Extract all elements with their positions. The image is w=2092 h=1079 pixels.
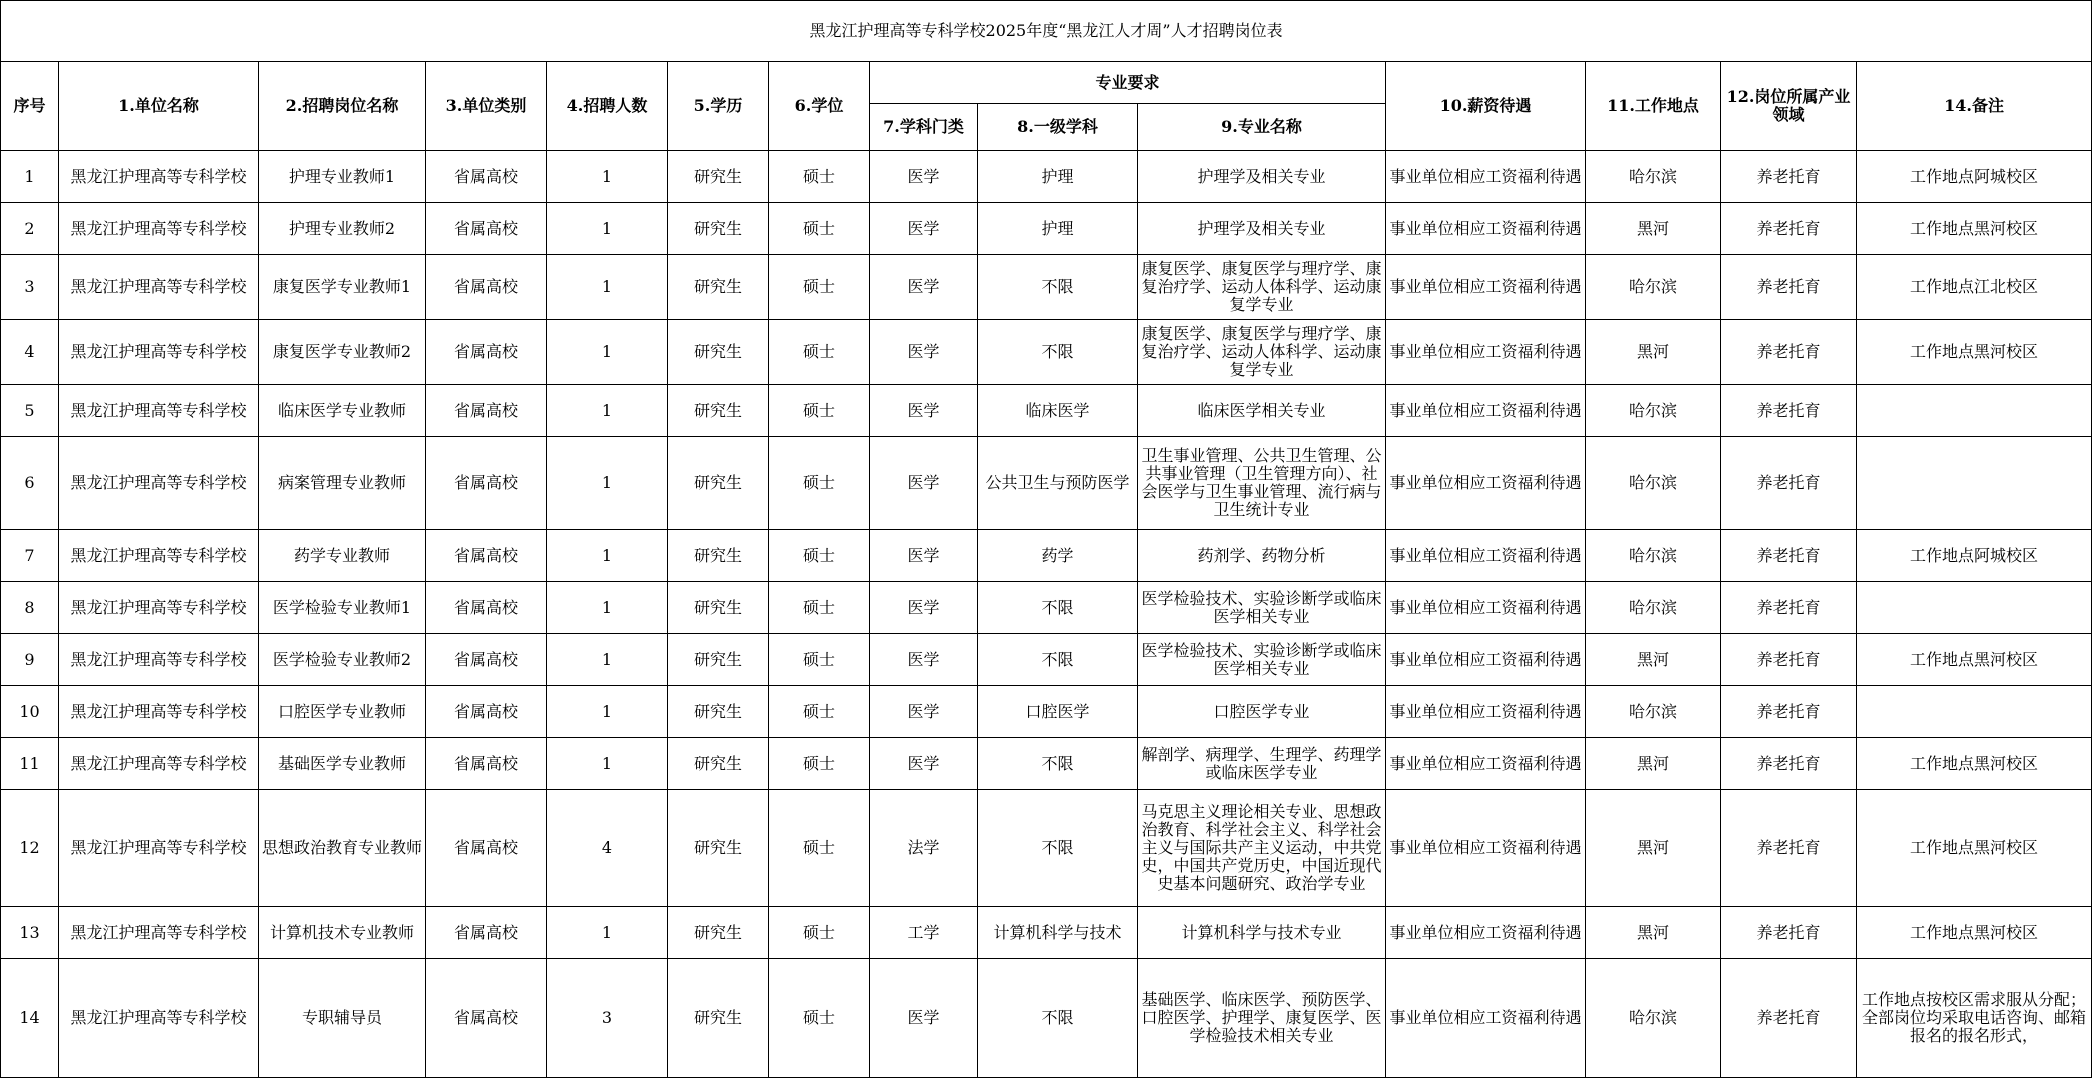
cell-seq: 4	[1, 320, 59, 385]
cell-unit-type: 省属高校	[426, 203, 547, 255]
cell-first-level: 公共卫生与预防医学	[978, 437, 1138, 530]
table-row	[1, 255, 2092, 320]
table-row	[1, 530, 2092, 582]
cell-industry: 养老托育	[1721, 582, 1857, 634]
cell-salary: 事业单位相应工资福利待遇	[1386, 959, 1586, 1078]
cell-education: 研究生	[668, 437, 769, 530]
cell-unit-type: 省属高校	[426, 151, 547, 203]
header-count: 4.招聘人数	[547, 62, 668, 151]
cell-industry: 养老托育	[1721, 530, 1857, 582]
cell-first-level: 不限	[978, 959, 1138, 1078]
cell-unit-name: 黑龙江护理高等专科学校	[59, 385, 259, 437]
cell-location: 哈尔滨	[1586, 151, 1721, 203]
cell-first-level: 护理	[978, 203, 1138, 255]
header-discipline: 7.学科门类	[870, 104, 978, 151]
table-row	[1, 686, 2092, 738]
cell-unit-type: 省属高校	[426, 738, 547, 790]
table-row	[1, 151, 2092, 203]
cell-position-name: 药学专业教师	[259, 530, 426, 582]
cell-education: 研究生	[668, 203, 769, 255]
header-industry: 12.岗位所属产业领域	[1721, 62, 1857, 151]
cell-discipline: 医学	[870, 686, 978, 738]
cell-count: 4	[547, 790, 668, 907]
cell-degree: 硕士	[769, 530, 870, 582]
cell-location: 哈尔滨	[1586, 582, 1721, 634]
cell-industry: 养老托育	[1721, 634, 1857, 686]
cell-seq: 10	[1, 686, 59, 738]
cell-salary: 事业单位相应工资福利待遇	[1386, 582, 1586, 634]
cell-remark	[1857, 437, 2092, 530]
table-row	[1, 320, 2092, 385]
cell-unit-type: 省属高校	[426, 907, 547, 959]
cell-major: 基础医学、临床医学、预防医学、口腔医学、护理学、康复医学、医学检验技术相关专业	[1138, 959, 1386, 1078]
cell-seq: 5	[1, 385, 59, 437]
table-row	[1, 582, 2092, 634]
header-position-name: 2.招聘岗位名称	[259, 62, 426, 151]
cell-salary: 事业单位相应工资福利待遇	[1386, 790, 1586, 907]
cell-count: 3	[547, 959, 668, 1078]
cell-seq: 12	[1, 790, 59, 907]
cell-unit-type: 省属高校	[426, 582, 547, 634]
cell-remark	[1857, 582, 2092, 634]
cell-major: 口腔医学专业	[1138, 686, 1386, 738]
table-row	[1, 634, 2092, 686]
cell-first-level: 不限	[978, 582, 1138, 634]
cell-degree: 硕士	[769, 686, 870, 738]
cell-major: 解剖学、病理学、生理学、药理学或临床医学专业	[1138, 738, 1386, 790]
cell-unit-name: 黑龙江护理高等专科学校	[59, 203, 259, 255]
cell-location: 哈尔滨	[1586, 530, 1721, 582]
cell-industry: 养老托育	[1721, 959, 1857, 1078]
cell-industry: 养老托育	[1721, 320, 1857, 385]
cell-salary: 事业单位相应工资福利待遇	[1386, 385, 1586, 437]
cell-degree: 硕士	[769, 255, 870, 320]
cell-unit-type: 省属高校	[426, 686, 547, 738]
cell-unit-type: 省属高校	[426, 385, 547, 437]
cell-salary: 事业单位相应工资福利待遇	[1386, 255, 1586, 320]
cell-major: 临床医学相关专业	[1138, 385, 1386, 437]
cell-major: 康复医学、康复医学与理疗学、康复治疗学、运动人体科学、运动康复学专业	[1138, 320, 1386, 385]
cell-count: 1	[547, 634, 668, 686]
cell-major: 康复医学、康复医学与理疗学、康复治疗学、运动人体科学、运动康复学专业	[1138, 255, 1386, 320]
cell-remark	[1857, 686, 2092, 738]
cell-remark: 工作地点黑河校区	[1857, 634, 2092, 686]
cell-education: 研究生	[668, 738, 769, 790]
cell-major: 护理学及相关专业	[1138, 203, 1386, 255]
cell-seq: 6	[1, 437, 59, 530]
cell-education: 研究生	[668, 582, 769, 634]
cell-major: 医学检验技术、实验诊断学或临床医学相关专业	[1138, 582, 1386, 634]
cell-unit-type: 省属高校	[426, 255, 547, 320]
cell-count: 1	[547, 437, 668, 530]
cell-remark: 工作地点阿城校区	[1857, 151, 2092, 203]
cell-seq: 1	[1, 151, 59, 203]
cell-unit-name: 黑龙江护理高等专科学校	[59, 437, 259, 530]
cell-location: 黑河	[1586, 634, 1721, 686]
header-first-level: 8.一级学科	[978, 104, 1138, 151]
cell-count: 1	[547, 320, 668, 385]
header-major: 9.专业名称	[1138, 104, 1386, 151]
cell-education: 研究生	[668, 320, 769, 385]
cell-major: 医学检验技术、实验诊断学或临床医学相关专业	[1138, 634, 1386, 686]
cell-remark: 工作地点黑河校区	[1857, 907, 2092, 959]
cell-discipline: 医学	[870, 738, 978, 790]
cell-unit-name: 黑龙江护理高等专科学校	[59, 959, 259, 1078]
cell-unit-name: 黑龙江护理高等专科学校	[59, 151, 259, 203]
cell-seq: 2	[1, 203, 59, 255]
cell-discipline: 法学	[870, 790, 978, 907]
cell-position-name: 护理专业教师2	[259, 203, 426, 255]
cell-count: 1	[547, 530, 668, 582]
cell-location: 黑河	[1586, 738, 1721, 790]
cell-location: 黑河	[1586, 320, 1721, 385]
cell-unit-type: 省属高校	[426, 320, 547, 385]
cell-count: 1	[547, 686, 668, 738]
header-seq: 序号	[1, 62, 59, 151]
table-title: 黑龙江护理高等专科学校2025年度“黑龙江人才周”人才招聘岗位表	[1, 1, 2092, 62]
cell-remark: 工作地点黑河校区	[1857, 790, 2092, 907]
cell-discipline: 医学	[870, 582, 978, 634]
cell-first-level: 临床医学	[978, 385, 1138, 437]
cell-degree: 硕士	[769, 320, 870, 385]
cell-education: 研究生	[668, 255, 769, 320]
cell-count: 1	[547, 151, 668, 203]
cell-unit-type: 省属高校	[426, 634, 547, 686]
cell-position-name: 病案管理专业教师	[259, 437, 426, 530]
cell-discipline: 医学	[870, 203, 978, 255]
cell-location: 黑河	[1586, 203, 1721, 255]
cell-first-level: 药学	[978, 530, 1138, 582]
cell-major: 药剂学、药物分析	[1138, 530, 1386, 582]
cell-major: 马克思主义理论相关专业、思想政治教育、科学社会主义、科学社会主义与国际共产主义运动，中共党史，中国共产党历史，中国近现代史基本问题研究、政治学专业	[1138, 790, 1386, 907]
cell-unit-name: 黑龙江护理高等专科学校	[59, 530, 259, 582]
cell-degree: 硕士	[769, 959, 870, 1078]
cell-salary: 事业单位相应工资福利待遇	[1386, 203, 1586, 255]
cell-first-level: 不限	[978, 255, 1138, 320]
cell-first-level: 护理	[978, 151, 1138, 203]
cell-position-name: 医学检验专业教师2	[259, 634, 426, 686]
cell-education: 研究生	[668, 530, 769, 582]
cell-salary: 事业单位相应工资福利待遇	[1386, 738, 1586, 790]
cell-seq: 14	[1, 959, 59, 1078]
cell-remark: 工作地点黑河校区	[1857, 738, 2092, 790]
table-row	[1, 959, 2092, 1078]
cell-position-name: 思想政治教育专业教师	[259, 790, 426, 907]
cell-discipline: 医学	[870, 385, 978, 437]
cell-first-level: 计算机科学与技术	[978, 907, 1138, 959]
cell-salary: 事业单位相应工资福利待遇	[1386, 634, 1586, 686]
cell-count: 1	[547, 738, 668, 790]
cell-degree: 硕士	[769, 385, 870, 437]
table-row	[1, 385, 2092, 437]
cell-unit-name: 黑龙江护理高等专科学校	[59, 907, 259, 959]
cell-unit-type: 省属高校	[426, 437, 547, 530]
cell-discipline: 工学	[870, 907, 978, 959]
cell-position-name: 计算机技术专业教师	[259, 907, 426, 959]
cell-location: 哈尔滨	[1586, 437, 1721, 530]
cell-first-level: 不限	[978, 634, 1138, 686]
cell-discipline: 医学	[870, 634, 978, 686]
header-location: 11.工作地点	[1586, 62, 1721, 151]
cell-seq: 3	[1, 255, 59, 320]
cell-remark: 工作地点黑河校区	[1857, 320, 2092, 385]
cell-seq: 13	[1, 907, 59, 959]
cell-seq: 7	[1, 530, 59, 582]
cell-degree: 硕士	[769, 151, 870, 203]
cell-position-name: 基础医学专业教师	[259, 738, 426, 790]
cell-major: 护理学及相关专业	[1138, 151, 1386, 203]
cell-remark: 工作地点江北校区	[1857, 255, 2092, 320]
cell-remark	[1857, 385, 2092, 437]
cell-education: 研究生	[668, 634, 769, 686]
header-major-requirements: 专业要求	[870, 62, 1386, 104]
cell-education: 研究生	[668, 907, 769, 959]
cell-salary: 事业单位相应工资福利待遇	[1386, 151, 1586, 203]
cell-unit-name: 黑龙江护理高等专科学校	[59, 686, 259, 738]
cell-salary: 事业单位相应工资福利待遇	[1386, 320, 1586, 385]
header-salary: 10.薪资待遇	[1386, 62, 1586, 151]
cell-degree: 硕士	[769, 790, 870, 907]
cell-industry: 养老托育	[1721, 203, 1857, 255]
cell-salary: 事业单位相应工资福利待遇	[1386, 686, 1586, 738]
cell-location: 哈尔滨	[1586, 255, 1721, 320]
cell-position-name: 护理专业教师1	[259, 151, 426, 203]
cell-position-name: 医学检验专业教师1	[259, 582, 426, 634]
cell-count: 1	[547, 203, 668, 255]
cell-degree: 硕士	[769, 203, 870, 255]
cell-seq: 11	[1, 738, 59, 790]
cell-first-level: 口腔医学	[978, 686, 1138, 738]
cell-major: 卫生事业管理、公共卫生管理、公共事业管理（卫生管理方向）、社会医学与卫生事业管理、流行病与卫生统计专业	[1138, 437, 1386, 530]
header-education: 5.学历	[668, 62, 769, 151]
cell-unit-type: 省属高校	[426, 790, 547, 907]
cell-seq: 8	[1, 582, 59, 634]
cell-industry: 养老托育	[1721, 907, 1857, 959]
cell-location: 黑河	[1586, 790, 1721, 907]
cell-degree: 硕士	[769, 738, 870, 790]
cell-count: 1	[547, 907, 668, 959]
cell-education: 研究生	[668, 151, 769, 203]
cell-unit-name: 黑龙江护理高等专科学校	[59, 582, 259, 634]
cell-industry: 养老托育	[1721, 686, 1857, 738]
cell-education: 研究生	[668, 959, 769, 1078]
cell-unit-type: 省属高校	[426, 959, 547, 1078]
header-unit-type: 3.单位类别	[426, 62, 547, 151]
cell-degree: 硕士	[769, 634, 870, 686]
cell-discipline: 医学	[870, 255, 978, 320]
cell-education: 研究生	[668, 686, 769, 738]
cell-location: 哈尔滨	[1586, 959, 1721, 1078]
cell-degree: 硕士	[769, 907, 870, 959]
cell-remark: 工作地点按校区需求服从分配；全部岗位均采取电话咨询、邮箱报名的报名形式，	[1857, 959, 2092, 1078]
cell-location: 黑河	[1586, 907, 1721, 959]
cell-education: 研究生	[668, 385, 769, 437]
cell-position-name: 临床医学专业教师	[259, 385, 426, 437]
cell-remark: 工作地点黑河校区	[1857, 203, 2092, 255]
cell-industry: 养老托育	[1721, 738, 1857, 790]
table-body	[1, 151, 2092, 1078]
table-row	[1, 790, 2092, 907]
cell-position-name: 口腔医学专业教师	[259, 686, 426, 738]
table-row	[1, 203, 2092, 255]
cell-salary: 事业单位相应工资福利待遇	[1386, 437, 1586, 530]
cell-major: 计算机科学与技术专业	[1138, 907, 1386, 959]
cell-salary: 事业单位相应工资福利待遇	[1386, 907, 1586, 959]
cell-industry: 养老托育	[1721, 385, 1857, 437]
cell-industry: 养老托育	[1721, 790, 1857, 907]
cell-discipline: 医学	[870, 437, 978, 530]
header-degree: 6.学位	[769, 62, 870, 151]
cell-discipline: 医学	[870, 959, 978, 1078]
cell-degree: 硕士	[769, 582, 870, 634]
cell-remark: 工作地点阿城校区	[1857, 530, 2092, 582]
header-unit-name: 1.单位名称	[59, 62, 259, 151]
cell-discipline: 医学	[870, 151, 978, 203]
cell-position-name: 康复医学专业教师2	[259, 320, 426, 385]
cell-industry: 养老托育	[1721, 255, 1857, 320]
cell-count: 1	[547, 582, 668, 634]
table-row	[1, 738, 2092, 790]
cell-location: 哈尔滨	[1586, 385, 1721, 437]
cell-location: 哈尔滨	[1586, 686, 1721, 738]
header-remark: 14.备注	[1857, 62, 2092, 151]
cell-unit-type: 省属高校	[426, 530, 547, 582]
cell-salary: 事业单位相应工资福利待遇	[1386, 530, 1586, 582]
cell-discipline: 医学	[870, 530, 978, 582]
cell-unit-name: 黑龙江护理高等专科学校	[59, 738, 259, 790]
cell-degree: 硕士	[769, 437, 870, 530]
table-row	[1, 437, 2092, 530]
cell-seq: 9	[1, 634, 59, 686]
cell-unit-name: 黑龙江护理高等专科学校	[59, 634, 259, 686]
cell-discipline: 医学	[870, 320, 978, 385]
cell-education: 研究生	[668, 790, 769, 907]
cell-unit-name: 黑龙江护理高等专科学校	[59, 790, 259, 907]
cell-industry: 养老托育	[1721, 437, 1857, 530]
cell-position-name: 康复医学专业教师1	[259, 255, 426, 320]
cell-count: 1	[547, 385, 668, 437]
cell-count: 1	[547, 255, 668, 320]
cell-unit-name: 黑龙江护理高等专科学校	[59, 320, 259, 385]
table-row	[1, 907, 2092, 959]
cell-position-name: 专职辅导员	[259, 959, 426, 1078]
cell-first-level: 不限	[978, 790, 1138, 907]
cell-first-level: 不限	[978, 738, 1138, 790]
cell-industry: 养老托育	[1721, 151, 1857, 203]
cell-first-level: 不限	[978, 320, 1138, 385]
cell-unit-name: 黑龙江护理高等专科学校	[59, 255, 259, 320]
